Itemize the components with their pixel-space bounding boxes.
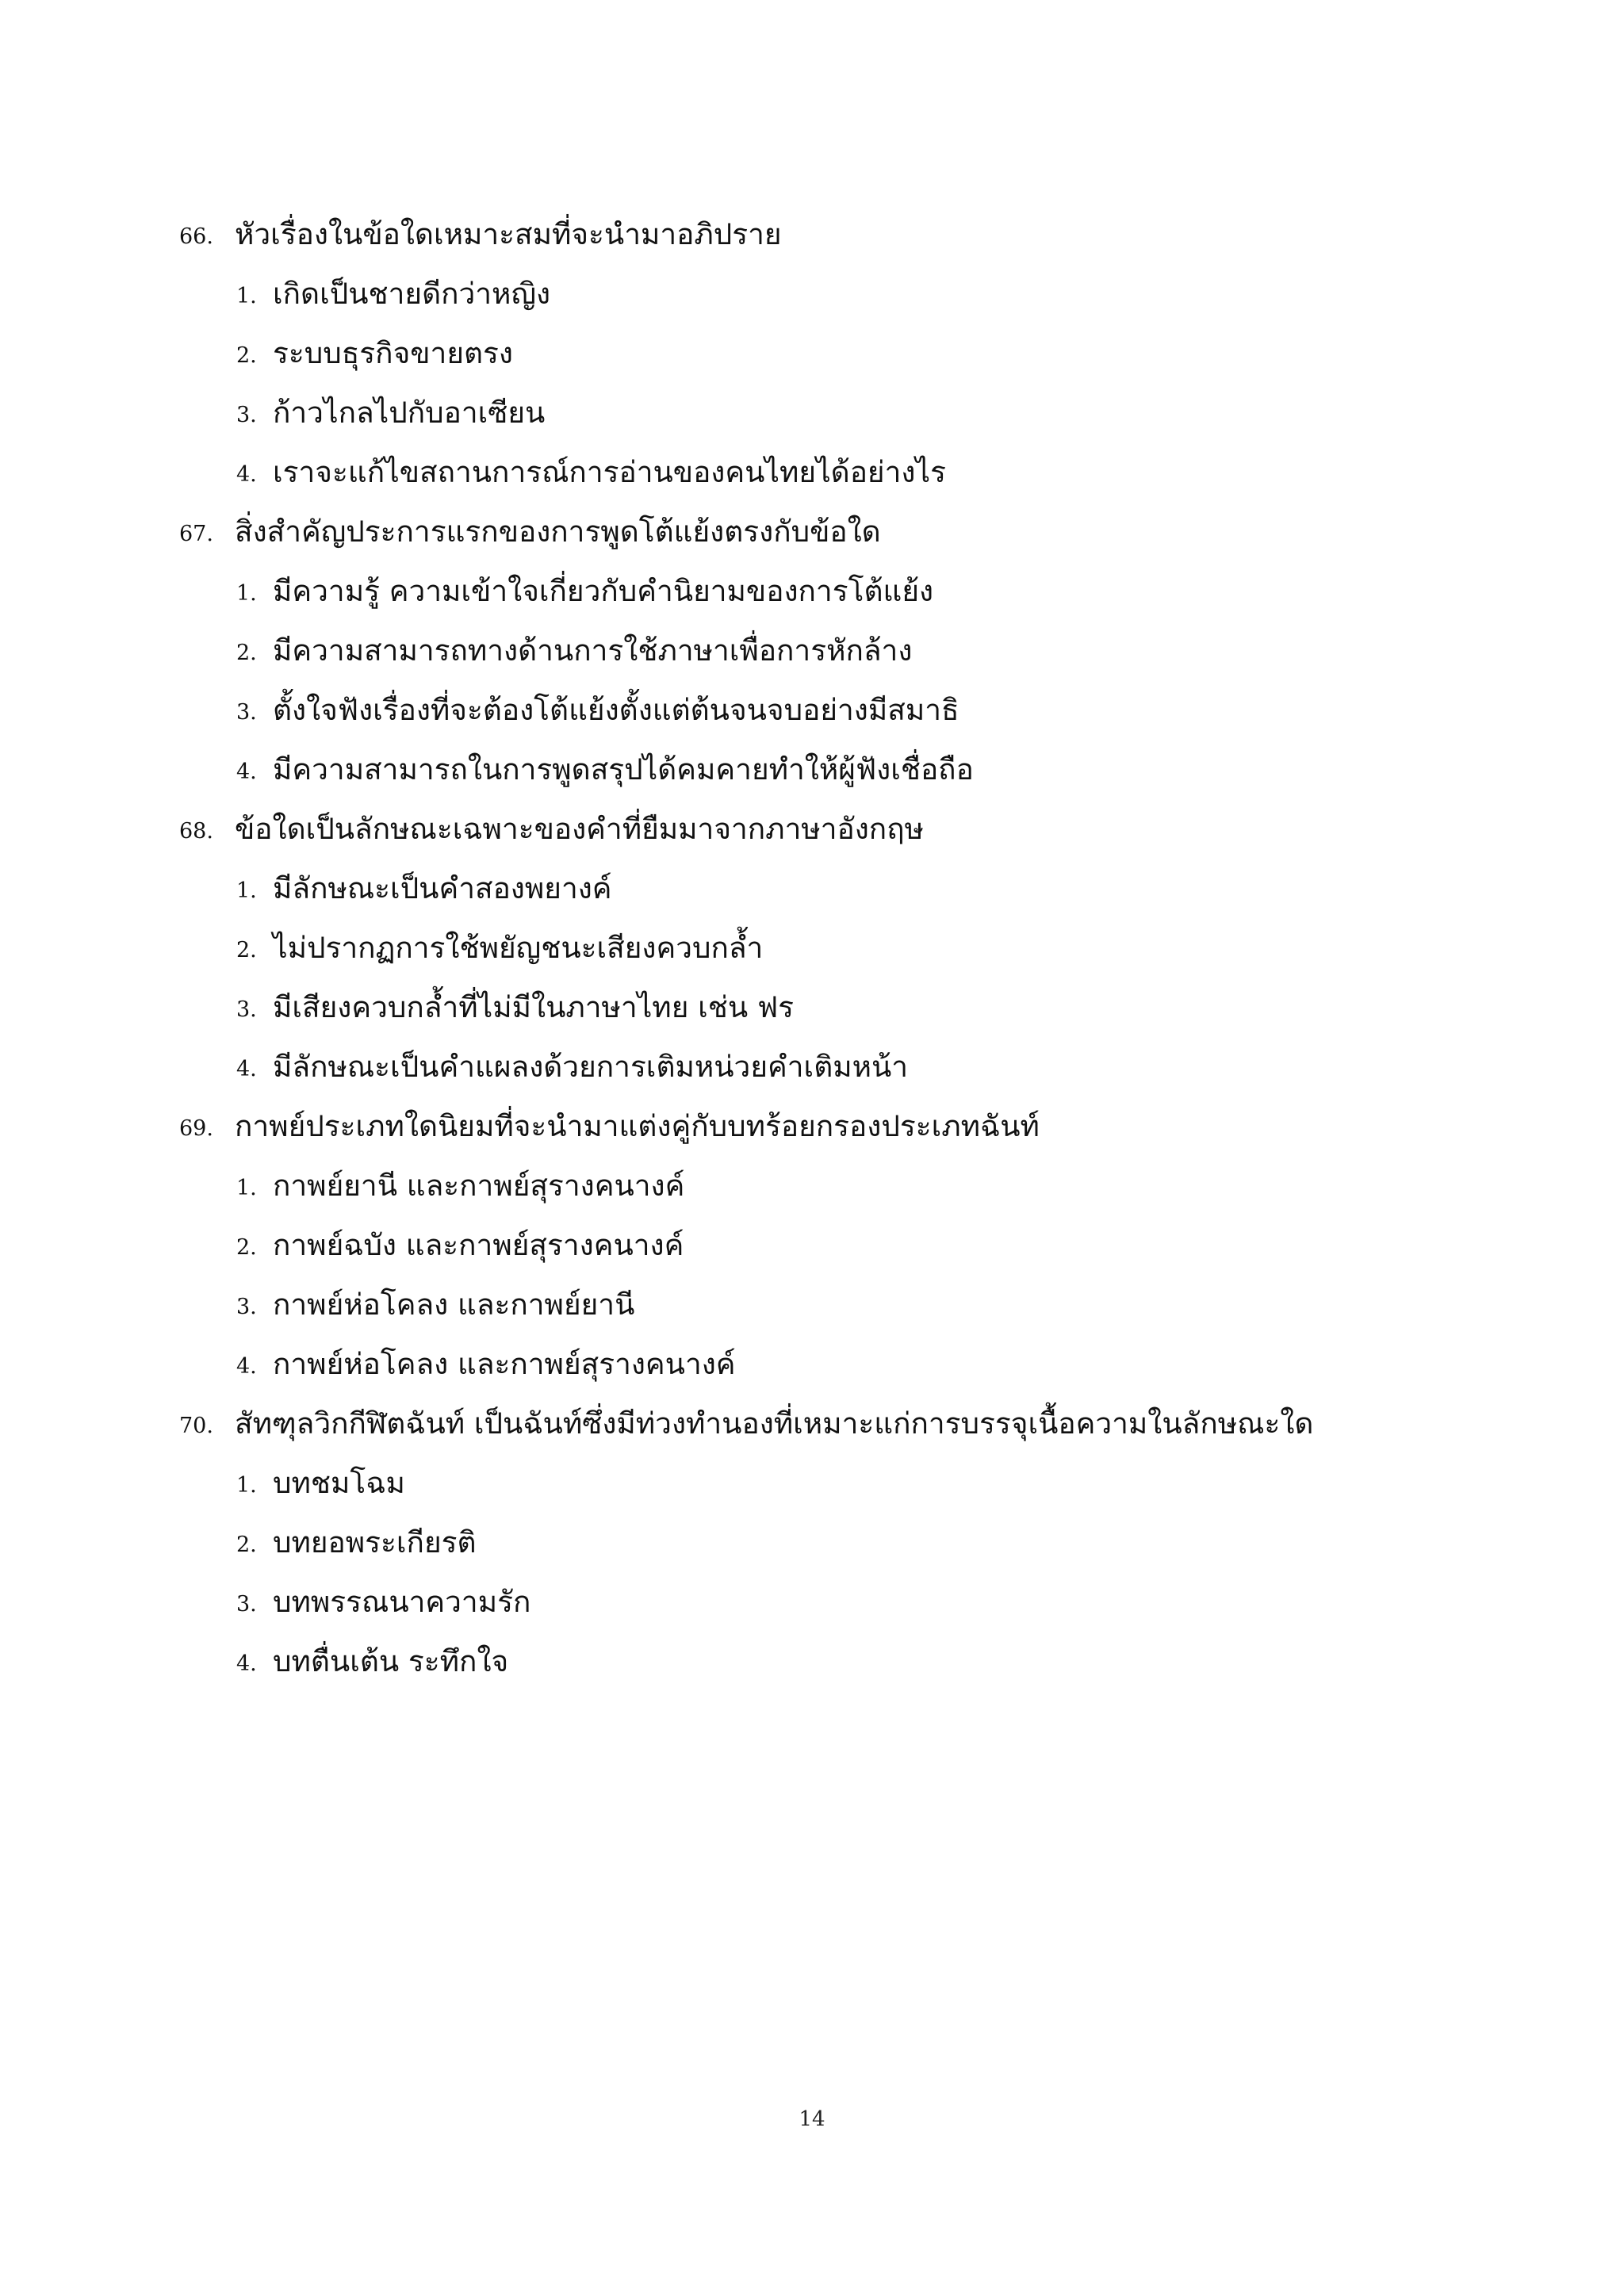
- question-text: กาพย์ประเภทใดนิยมที่จะนำมาแต่งคู่กับบทร้อยกรองประเภทฉันท์: [235, 1109, 1040, 1143]
- choice-item: [179, 1037, 1527, 1096]
- choice-item: [179, 383, 1527, 442]
- choice-number: 4.: [236, 760, 257, 784]
- choice-text: ไม่ปรากฏการใช้พยัญชนะเสียงควบกล้ำ: [273, 931, 764, 965]
- choice-item: [179, 1156, 1527, 1215]
- choice-text: เราจะแก้ไขสถานการณ์การอ่านของคนไทยได้อย่างไร: [273, 455, 946, 489]
- choice-number: 1.: [236, 284, 257, 308]
- choice-item: [179, 264, 1527, 323]
- choice-item: [179, 1632, 1527, 1691]
- choice-list: [179, 1453, 1527, 1691]
- choice-item: [179, 1275, 1527, 1334]
- question-line: [179, 799, 1527, 859]
- question-line: [179, 205, 1527, 264]
- choice-number: 4.: [236, 1651, 257, 1676]
- choice-text: มีความสามารถทางด้านการใช้ภาษาเพื่อการหักล้าง: [273, 633, 913, 668]
- question-text: สิ่งสำคัญประการแรกของการพูดโต้แย้งตรงกับข้อใด: [235, 515, 881, 549]
- choice-item: [179, 442, 1527, 502]
- question-70: [179, 1394, 1527, 1691]
- question-number: 69.: [179, 1116, 213, 1141]
- choice-number: 3.: [236, 997, 257, 1022]
- choice-text: มีความสามารถในการพูดสรุปได้คมคายทำให้ผู้ฟังเชื่อถือ: [273, 752, 974, 786]
- choice-text: มีลักษณะเป็นคำสองพยางค์: [273, 871, 612, 905]
- question-list: [179, 205, 1527, 1691]
- choice-item: [179, 1334, 1527, 1394]
- question-number: 66.: [179, 224, 213, 249]
- question-69: [179, 1096, 1527, 1394]
- choice-text: ก้าวไกลไปกับอาเซียน: [273, 396, 546, 430]
- choice-item: [179, 1513, 1527, 1572]
- choice-number: 2.: [236, 1235, 257, 1260]
- choice-text: บทยอพระเกียรติ: [273, 1525, 477, 1559]
- choice-item: [179, 621, 1527, 680]
- choice-item: [179, 680, 1527, 740]
- choice-list: [179, 859, 1527, 1096]
- choice-item: [179, 859, 1527, 918]
- choice-text: บทพรรณนาความรัก: [273, 1585, 531, 1619]
- choice-text: บทตื่นเต้น ระทึกใจ: [273, 1644, 509, 1678]
- choice-number: 4.: [236, 1057, 257, 1081]
- choice-number: 3.: [236, 1295, 257, 1319]
- choice-text: กาพย์ห่อโคลง และกาพย์สุรางคนางค์: [273, 1347, 736, 1381]
- choice-number: 2.: [236, 938, 257, 962]
- choice-item: [179, 1215, 1527, 1275]
- choice-item: [179, 740, 1527, 799]
- choice-item: [179, 918, 1527, 978]
- question-67: [179, 502, 1527, 799]
- choice-item: [179, 978, 1527, 1037]
- choice-text: กาพย์ฉบัง และกาพย์สุรางคนางค์: [273, 1228, 684, 1262]
- question-number: 68.: [179, 819, 213, 844]
- choice-number: 3.: [236, 403, 257, 427]
- choice-list: [179, 561, 1527, 799]
- choice-number: 1.: [236, 1176, 257, 1200]
- choice-text: ตั้งใจฟังเรื่องที่จะต้องโต้แย้งตั้งแต่ต้นจนจบอย่างมีสมาธิ: [273, 693, 959, 727]
- question-text: ข้อใดเป็นลักษณะเฉพาะของคำที่ยืมมาจากภาษาอังกฤษ: [235, 812, 924, 846]
- choice-text: ระบบธุรกิจขายตรง: [273, 336, 513, 370]
- choice-text: มีความรู้ ความเข้าใจเกี่ยวกับคำนิยามของการโต้แย้ง: [273, 574, 934, 608]
- choice-text: กาพย์ยานี และกาพย์สุรางคนางค์: [273, 1169, 685, 1203]
- choice-number: 2.: [236, 1533, 257, 1557]
- choice-list: [179, 1156, 1527, 1394]
- question-line: [179, 502, 1527, 561]
- choice-item: [179, 1572, 1527, 1632]
- choice-text: บทชมโฉม: [273, 1466, 405, 1500]
- choice-number: 1.: [236, 878, 257, 903]
- choice-number: 2.: [236, 343, 257, 368]
- choice-item: [179, 1453, 1527, 1513]
- choice-number: 4.: [236, 462, 257, 487]
- choice-number: 1.: [236, 581, 257, 606]
- choice-number: 1.: [236, 1473, 257, 1498]
- choice-text: กาพย์ห่อโคลง และกาพย์ยานี: [273, 1288, 635, 1322]
- choice-item: [179, 561, 1527, 621]
- question-line: [179, 1096, 1527, 1156]
- question-number: 70.: [179, 1414, 213, 1438]
- page-number: 14: [799, 2107, 825, 2131]
- choice-list: [179, 264, 1527, 502]
- question-number: 67.: [179, 522, 213, 546]
- question-text: สัทฑุลวิกกีฬิตฉันท์ เป็นฉันท์ซึ่งมีท่วงทำนองที่เหมาะแก่การบรรจุเนื้อความในลักษณะใด: [235, 1406, 1314, 1441]
- choice-number: 4.: [236, 1354, 257, 1379]
- question-text: หัวเรื่องในข้อใดเหมาะสมที่จะนำมาอภิปราย: [235, 217, 782, 251]
- question-68: [179, 799, 1527, 1096]
- question-line: [179, 1394, 1527, 1453]
- choice-text: มีเสียงควบกล้ำที่ไม่มีในภาษาไทย เช่น ฟร: [273, 990, 795, 1024]
- question-66: [179, 205, 1527, 502]
- choice-item: [179, 323, 1527, 383]
- choice-number: 2.: [236, 641, 257, 665]
- choice-number: 3.: [236, 1592, 257, 1617]
- choice-text: เกิดเป็นชายดีกว่าหญิง: [273, 277, 551, 311]
- choice-number: 3.: [236, 700, 257, 725]
- choice-text: มีลักษณะเป็นคำแผลงด้วยการเติมหน่วยคำเติมหน้า: [273, 1050, 909, 1084]
